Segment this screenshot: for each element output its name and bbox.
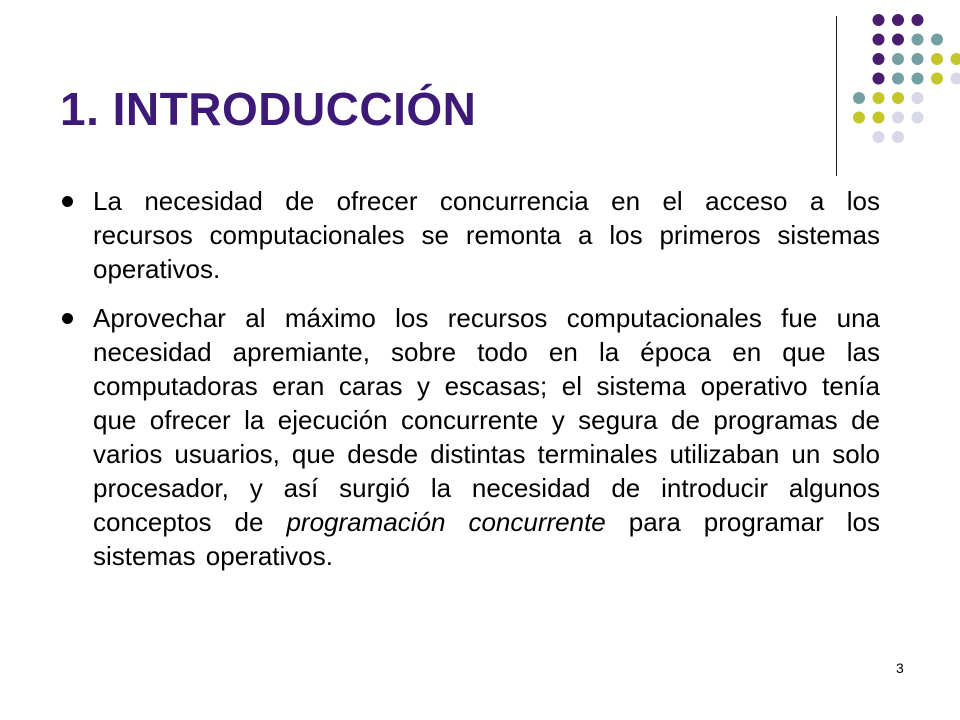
decorative-dot	[873, 14, 885, 26]
decorative-dot	[912, 34, 924, 46]
decorative-dot	[873, 112, 885, 124]
decorative-dot	[853, 112, 865, 124]
vertical-divider-line	[836, 16, 837, 176]
decorative-dot	[853, 92, 865, 104]
bullet-item-1	[60, 184, 880, 286]
bullet-text-end: para programar los sistemas operativos.	[93, 507, 880, 571]
decorative-dot	[912, 73, 924, 85]
decorative-dot	[931, 73, 943, 85]
bullet-item-2	[60, 301, 880, 573]
decorative-dot	[892, 34, 904, 46]
decorative-dot	[892, 73, 904, 85]
page-number: 3	[896, 660, 904, 676]
decorative-dot	[931, 34, 943, 46]
decorative-dot	[873, 73, 885, 85]
decorative-dot	[873, 131, 885, 143]
decorative-dot	[873, 53, 885, 65]
decorative-dot	[912, 53, 924, 65]
slide-title: 1. INTRODUCCIÓN	[60, 83, 477, 135]
decorative-dot	[912, 112, 924, 124]
bullet-dot-icon	[62, 196, 73, 207]
decorative-dot	[873, 34, 885, 46]
decorative-dot	[873, 92, 885, 104]
decorative-dot	[892, 14, 904, 26]
bullet-dot-icon	[62, 313, 73, 324]
bullet-text-start: Aprovechar al máximo los recursos computacionales fue una necesidad apremiante, sobre todo en la época en que las computadoras eran caras y escasas; el sistema operativo tenía que ofrecer la ejecución concurrente y segura de programas de varios usuarios, que desde distintas terminales utilizaban un solo procesador, y así surgió la necesidad de introducir algunos conceptos de	[93, 303, 880, 537]
bullet-list	[60, 184, 880, 588]
decorative-dot	[892, 53, 904, 65]
decorative-dot	[912, 14, 924, 26]
bullet-emphasis: programación concurrente	[286, 507, 606, 537]
bullet-text: La necesidad de ofrecer concurrencia en el acceso a los recursos computacionales se remonta a los primeros sistemas operativos.	[93, 186, 880, 284]
decorative-dot	[892, 131, 904, 143]
decorative-dot	[912, 92, 924, 104]
decorative-dot	[892, 92, 904, 104]
decorative-dot	[892, 112, 904, 124]
decorative-dot	[931, 53, 943, 65]
decorative-dot	[951, 73, 960, 85]
decorative-dot	[951, 53, 960, 65]
